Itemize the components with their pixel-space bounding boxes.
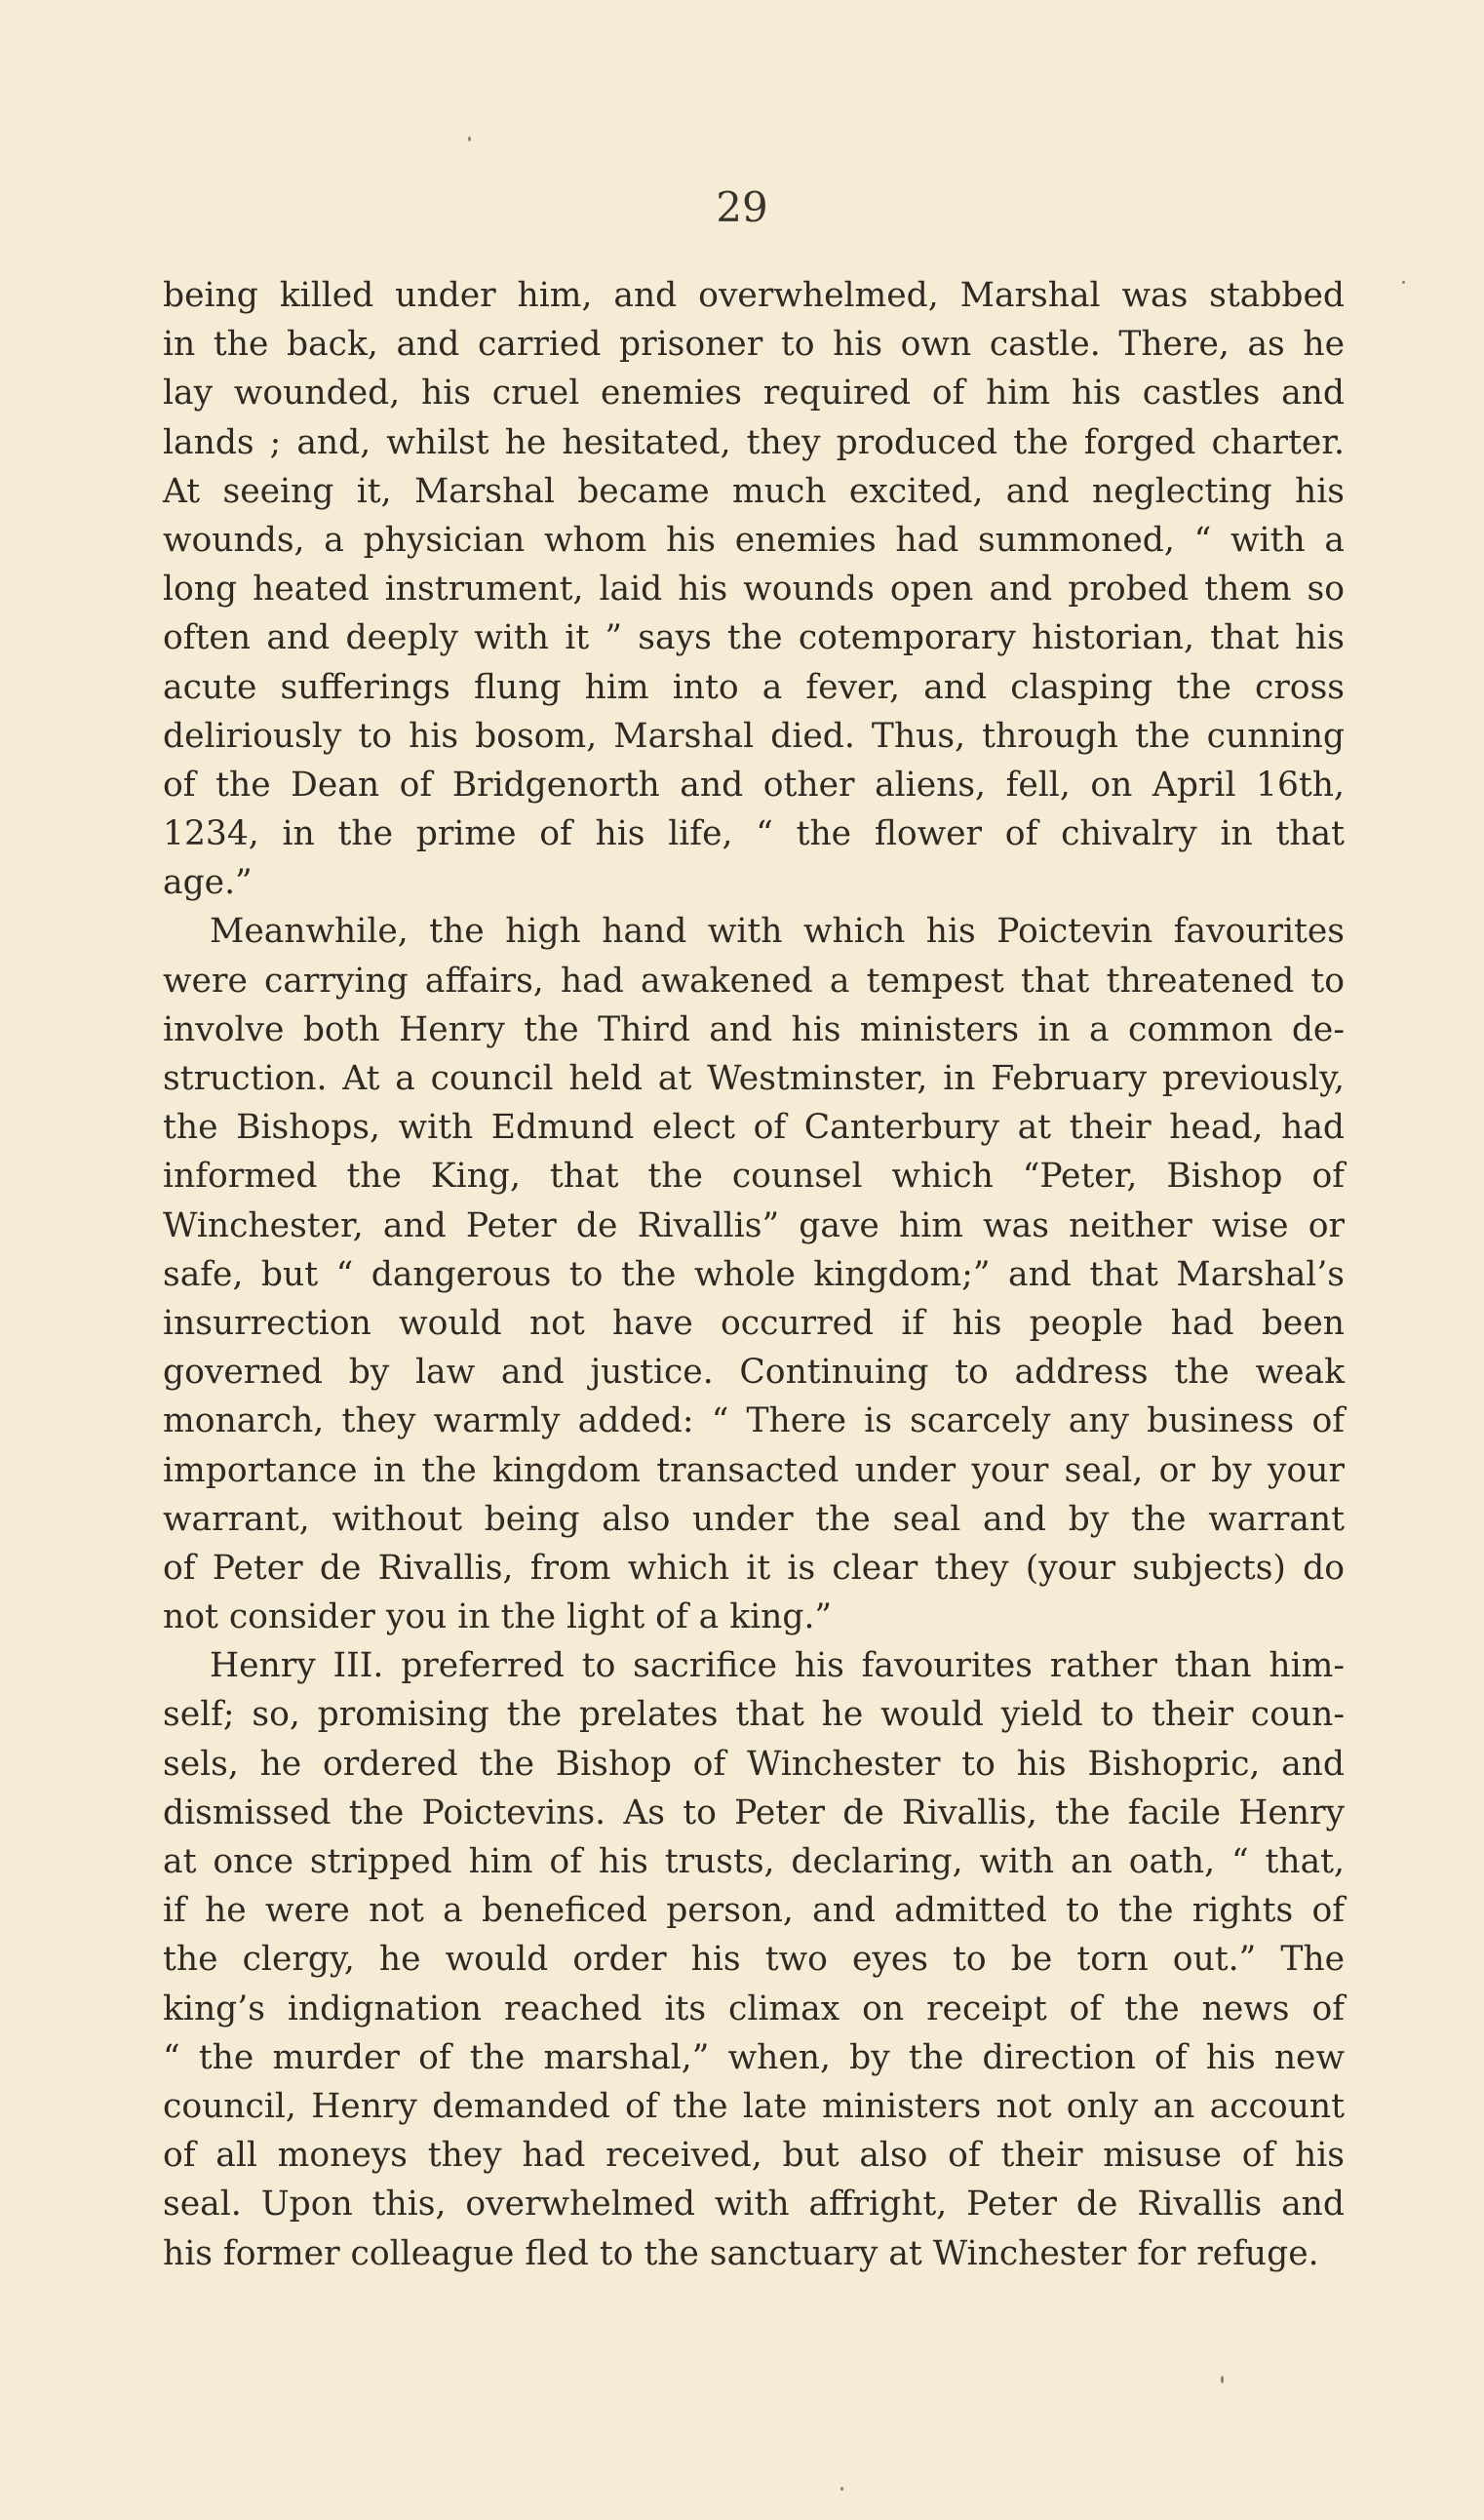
text-line: of Peter de Rivallis, from which it is clear they (your subjects) do (163, 1548, 1345, 1588)
text-line: wounds, a physician whom his enemies had summoned, “ with a (163, 520, 1345, 560)
text-line: his former colleague fled to the sanctuary at Winchester for refuge. (163, 2233, 1319, 2273)
text-line: long heated instrument, laid his wounds open and probed them so (163, 570, 1345, 610)
text-line: struction. At a council held at Westminster, in February previously, (163, 1059, 1345, 1098)
text-line: if he were not a beneficed person, and admitted to the rights of (163, 1891, 1345, 1931)
text-line: Henry III. preferred to sacrifice his favourites rather than him- (210, 1646, 1345, 1686)
text-line: deliriously to his bosom, Marshal died. Thus, through the cunning (163, 716, 1345, 756)
text-line: king’s indignation reached its climax on receipt of the news of (163, 1988, 1345, 2028)
text-line: the Bishops, with Edmund elect of Canterbury at their head, had (163, 1108, 1345, 1148)
body-text (163, 271, 1345, 2278)
text-line: Meanwhile, the high hand with which his Poictevin favourites (210, 912, 1345, 952)
paper-speck (468, 137, 471, 141)
text-line: not consider you in the light of a king.” (163, 1597, 833, 1637)
text-line: in the back, and carried prisoner to his own castle. There, as he (163, 325, 1345, 365)
text-line: of all moneys they had received, but also of their misuse of his (163, 2136, 1345, 2176)
text-line: monarch, they warmly added: “ There is scarcely any business of (163, 1401, 1345, 1441)
text-line: 1234, in the prime of his life, “ the flower of chivalry in that (163, 814, 1345, 854)
text-line: age.” (163, 863, 253, 903)
text-line: informed the King, that the counsel which “Peter, Bishop of (163, 1157, 1345, 1197)
text-line: Winchester, and Peter de Rivallis” gave him was neither wise or (163, 1205, 1345, 1245)
text-line: importance in the kingdom transacted under your seal, or by your (163, 1450, 1345, 1490)
text-line: were carrying affairs, had awakened a tempest that threatened to (163, 961, 1345, 1001)
text-line: often and deeply with it ” says the cotemporary historian, that his (163, 618, 1345, 658)
page-number: 29 (716, 183, 768, 231)
text-line: insurrection would not have occurred if his people had been (163, 1303, 1345, 1343)
text-line: “ the murder of the marshal,” when, by the direction of his new (163, 2037, 1345, 2077)
text-line: lands ; and, whilst he hesitated, they produced the forged charter. (163, 422, 1345, 462)
text-line: the clergy, he would order his two eyes to be torn out.” The (163, 1940, 1345, 1980)
paper-speck (1402, 281, 1405, 284)
paper-speck (1221, 2376, 1224, 2383)
text-line: seal. Upon this, overwhelmed with affright, Peter de Rivallis and (163, 2185, 1345, 2225)
text-line: acute sufferings flung him into a fever, and clasping the cross (163, 667, 1345, 707)
text-line: governed by law and justice. Continuing to address the weak (163, 1353, 1345, 1393)
text-line: At seeing it, Marshal became much excited, and neglecting his (163, 471, 1345, 511)
text-line: of the Dean of Bridgenorth and other aliens, fell, on April 16th, (163, 765, 1345, 805)
text-line: involve both Henry the Third and his ministers in a common de- (163, 1009, 1345, 1049)
paper-speck (840, 2487, 843, 2491)
text-line: at once stripped him of his trusts, declaring, with an oath, “ that, (163, 1842, 1345, 1881)
text-line: safe, but “ dangerous to the whole kingdom;” and that Marshal’s (163, 1254, 1345, 1294)
text-line: warrant, without being also under the seal and by the warrant (163, 1499, 1345, 1539)
text-line: council, Henry demanded of the late ministers not only an account (163, 2086, 1345, 2126)
text-line: being killed under him, and overwhelmed, Marshal was stabbed (163, 276, 1345, 315)
text-line: dismissed the Poictevins. As to Peter de Rivallis, the facile Henry (163, 1792, 1345, 1832)
text-line: self; so, promising the prelates that he would yield to their coun- (163, 1695, 1345, 1735)
text-line: lay wounded, his cruel enemies required of him his castles and (163, 374, 1345, 413)
text-line: sels, he ordered the Bishop of Winchester to his Bishopric, and (163, 1744, 1345, 1784)
